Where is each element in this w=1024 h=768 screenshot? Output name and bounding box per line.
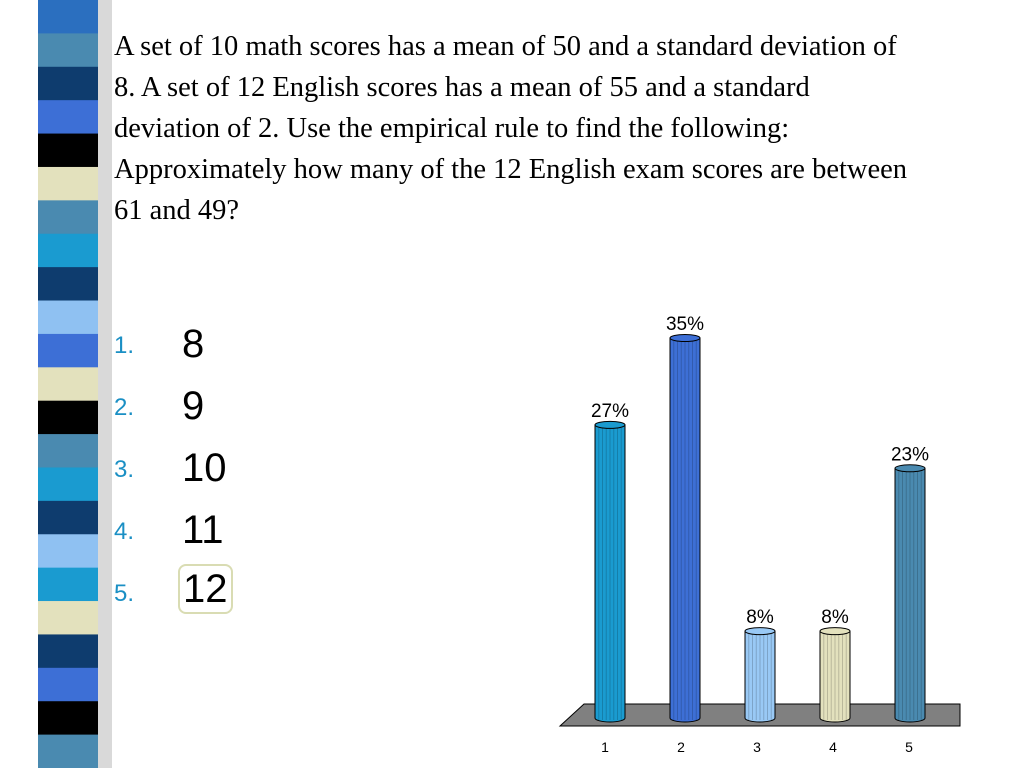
answer-value: 11 bbox=[182, 508, 224, 552]
bar-3 bbox=[745, 628, 775, 722]
stripe-segment bbox=[38, 701, 98, 735]
stripe-segment bbox=[38, 668, 98, 702]
stripe-segment bbox=[38, 33, 98, 67]
bar-value-label: 8% bbox=[746, 607, 774, 629]
stripe-segment bbox=[38, 501, 98, 535]
response-bar-chart bbox=[556, 312, 976, 762]
question-text bbox=[114, 26, 914, 231]
bar-top bbox=[670, 335, 700, 342]
decorative-stripe-bar bbox=[0, 0, 118, 768]
category-tick-label: 2 bbox=[677, 739, 685, 755]
stripe-segment bbox=[38, 367, 98, 401]
bar-value-label: 35% bbox=[665, 314, 705, 335]
category-tick-label: 4 bbox=[829, 739, 837, 755]
answer-number: 2. bbox=[114, 394, 135, 421]
category-tick-label: 1 bbox=[601, 739, 609, 755]
bar-4 bbox=[820, 628, 850, 722]
stripe-segment bbox=[38, 467, 98, 501]
stripe-segment bbox=[38, 167, 98, 201]
stripe-segment bbox=[38, 568, 98, 602]
bar-top bbox=[595, 421, 625, 428]
bar-2 bbox=[670, 335, 700, 723]
answer-value: 8 bbox=[182, 322, 205, 366]
bar-1 bbox=[595, 421, 625, 722]
stripe-segment bbox=[38, 334, 98, 368]
answer-value: 10 bbox=[182, 446, 227, 490]
stripe-segment bbox=[38, 601, 98, 635]
stripe-segment bbox=[38, 267, 98, 301]
answer-number: 5. bbox=[114, 580, 135, 607]
stripe-segment bbox=[38, 0, 98, 34]
stripe-segment bbox=[38, 100, 98, 134]
stripe-segment bbox=[38, 234, 98, 268]
stripe-segment bbox=[38, 434, 98, 468]
bar-5 bbox=[895, 465, 925, 722]
answer-number: 1. bbox=[114, 332, 135, 359]
stripe-segment bbox=[38, 735, 98, 768]
stripe-segment bbox=[38, 301, 98, 335]
question-line-1: A set of 10 math scores has a mean of 50 and a standard deviation of 8. A set of 12 English scores has a mean of 55 and a standard deviation of 2. Use the empirical rule to find the following: bbox=[114, 31, 897, 144]
stripe-segment bbox=[38, 534, 98, 568]
bar-value-label: 23% bbox=[890, 444, 930, 466]
answer-number: 3. bbox=[114, 456, 135, 483]
bar-top bbox=[895, 465, 925, 472]
answer-number: 4. bbox=[114, 518, 135, 545]
question-line-2: Approximately how many of the 12 English exam scores are between 61 and 49? bbox=[114, 154, 908, 226]
bar-top bbox=[745, 628, 775, 635]
stripe-shadow bbox=[98, 0, 112, 768]
stripe-segment bbox=[38, 134, 98, 168]
bar-value-label: 8% bbox=[821, 607, 849, 629]
category-tick-label: 3 bbox=[753, 739, 761, 755]
answer-value-highlighted: 12 bbox=[178, 564, 233, 614]
answer-value: 9 bbox=[182, 384, 205, 428]
bar-top bbox=[820, 628, 850, 635]
category-tick-label: 5 bbox=[905, 739, 913, 755]
stripe-segment bbox=[38, 634, 98, 668]
stripe-segment bbox=[38, 67, 98, 101]
stripe-segment bbox=[38, 401, 98, 435]
stripe-segment bbox=[38, 200, 98, 234]
bar-value-label: 27% bbox=[590, 400, 630, 422]
